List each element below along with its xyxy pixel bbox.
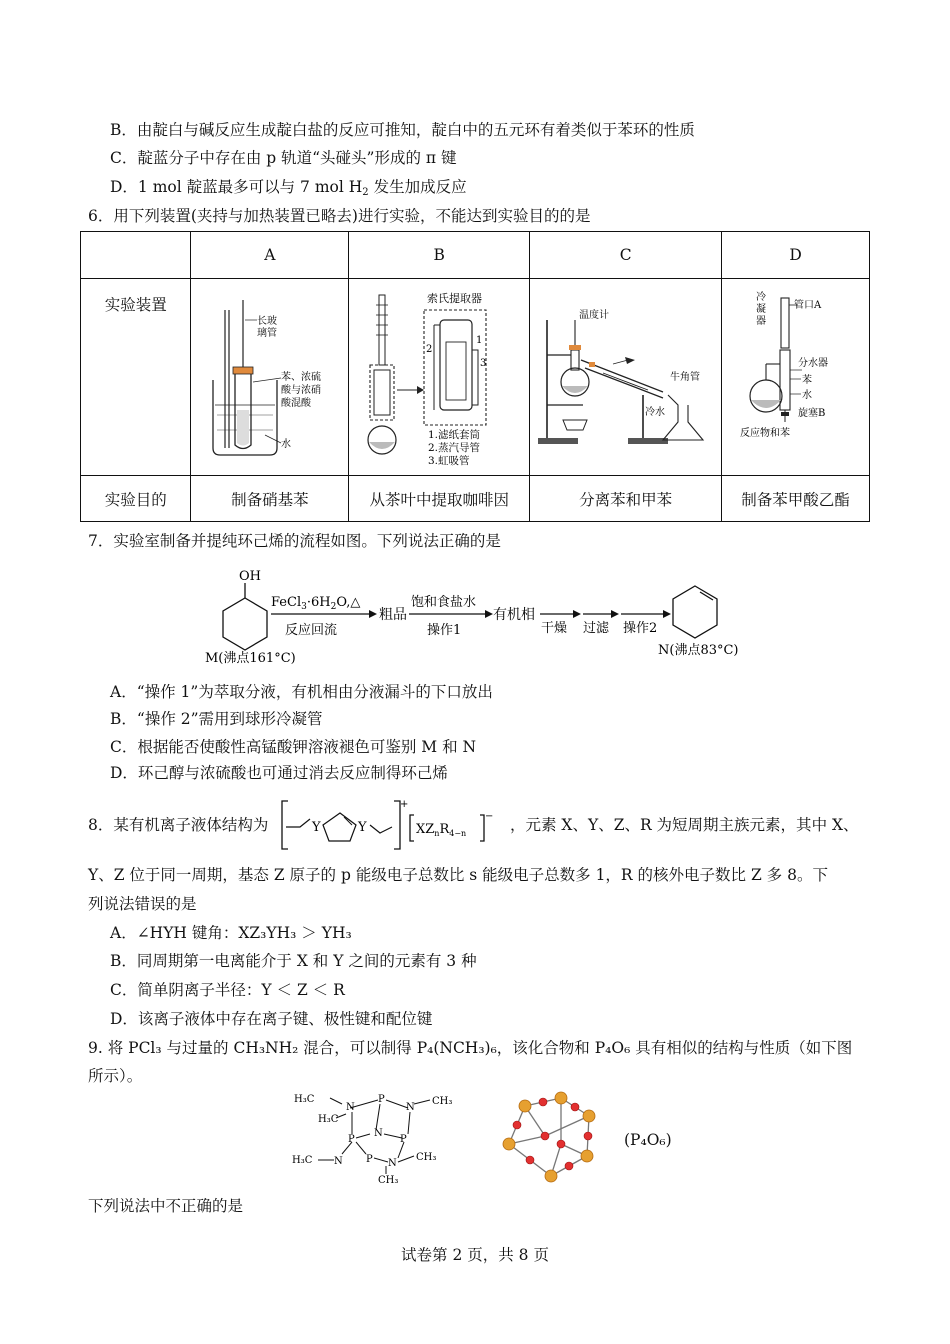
p-atom-1: P bbox=[378, 1094, 385, 1105]
q7-option-b: B．“操作 2”需用到球形冷凝管 bbox=[110, 710, 323, 728]
purpose-c: 分离苯和甲苯 bbox=[530, 476, 722, 522]
purpose-b: 从茶叶中提取咖啡因 bbox=[349, 476, 530, 522]
label-part-3: 3 bbox=[479, 358, 487, 369]
label-part-2: 2 bbox=[425, 344, 433, 355]
p-atom-2: P bbox=[348, 1134, 355, 1145]
q5-option-d: D．1 mol 靛蓝最多可以与 7 mol $H_2$ 发生加成反应 bbox=[110, 178, 467, 198]
label-siphon-tube: 3.虹吸管 bbox=[427, 455, 470, 467]
p-atom-3: P bbox=[400, 1134, 407, 1145]
header-c: C bbox=[530, 232, 722, 279]
label-cold-water: 冷水 bbox=[645, 407, 666, 418]
label-part-1: 1 bbox=[475, 335, 483, 346]
methyl-1: H₃C bbox=[294, 1094, 315, 1105]
q7-flowchart bbox=[195, 560, 755, 672]
label-vapor-tube: 2.蒸汽导管 bbox=[427, 442, 480, 454]
q9-stem-tail: 下列说法中不正确的是 bbox=[88, 1197, 244, 1215]
label-condenser-1: 冷 bbox=[755, 292, 766, 303]
ionic-liquid-structure bbox=[278, 797, 508, 853]
label-separator: 分水器 bbox=[797, 358, 828, 369]
q8-option-d: D．该离子液体中存在离子键、极性键和配位键 bbox=[110, 1010, 433, 1028]
label-adapter: 牛角管 bbox=[670, 372, 701, 383]
brine-text: 饱和食盐水 bbox=[411, 595, 477, 610]
row-label-apparatus: 实验装置 bbox=[81, 279, 191, 476]
label-condenser-3: 器 bbox=[755, 316, 766, 327]
n-atom-1: N bbox=[346, 1102, 355, 1113]
q7-option-d: D．环己醇与浓硫酸也可通过消去反应制得环己烯 bbox=[110, 764, 448, 782]
drying-text: 干燥 bbox=[541, 621, 568, 636]
label-thermometer: 温度计 bbox=[579, 310, 610, 321]
figure-c bbox=[530, 279, 722, 476]
figure-b bbox=[349, 279, 530, 476]
methyl-2: H₃C bbox=[318, 1114, 339, 1125]
ring-y-1: Y bbox=[312, 820, 321, 835]
q9-stem-line2: 所示）。 bbox=[88, 1067, 143, 1085]
q9-stem-line1: 9. 将 PCl₃ 与过量的 CH₃NH₂ 混合，可以制得 P₄(NCH₃)₆，该化合物和 P₄O₆ 具有相似的结构与性质（如下图 bbox=[88, 1039, 853, 1057]
q7-option-a: A．“操作 1”为萃取分液，有机相由分液漏斗的下口放出 bbox=[110, 683, 493, 701]
purpose-a: 制备硝基苯 bbox=[191, 476, 349, 522]
filtering-text: 过滤 bbox=[583, 621, 610, 636]
p-atom-4: P bbox=[366, 1154, 373, 1165]
q8-option-b: B．同周期第一电离能介于 X 和 Y 之间的元素有 3 种 bbox=[110, 952, 477, 970]
label-soxhlet: 索氏提取器 bbox=[426, 292, 482, 305]
ring-y-2: Y bbox=[358, 820, 367, 835]
q8-option-c: C．简单阴离子半径：Y ＜ Z ＜ R bbox=[110, 981, 345, 999]
compound-n-label: N(沸点83°C) bbox=[658, 643, 739, 658]
n-atom-4: N bbox=[334, 1156, 343, 1167]
distillation-apparatus-figure bbox=[533, 280, 718, 470]
label-condenser-2: 凝 bbox=[755, 304, 766, 315]
label-water-d: 水 bbox=[801, 390, 812, 401]
operation-1-text: 操作1 bbox=[427, 623, 462, 638]
methyl-3: H₃C bbox=[292, 1155, 313, 1166]
label-acid-mix-3: 酸混酸 bbox=[280, 398, 311, 409]
label-long-tube: 长玻 bbox=[256, 316, 277, 327]
label-water-a: 水 bbox=[280, 439, 291, 450]
n-atom-2: N bbox=[406, 1102, 415, 1113]
q5-option-b: B．由靛白与碱反应生成靛白盐的反应可推知，靛白中的五元环有着类似于苯环的性质 bbox=[110, 121, 695, 139]
oh-group: OH bbox=[239, 569, 261, 584]
methyl-6: CH₃ bbox=[378, 1175, 399, 1185]
header-b: B bbox=[349, 232, 530, 279]
q7-stem: 7．实验室制备并提纯环己烯的流程如图。下列说法正确的是 bbox=[88, 532, 501, 550]
row-label-purpose: 实验目的 bbox=[81, 476, 191, 522]
header-a: A bbox=[191, 232, 349, 279]
reagent-text: $FeCl_3\cdot 6H_2O,\triangle$ bbox=[271, 595, 361, 612]
anion-formula: $XZ_nR_{4-n}$ bbox=[416, 822, 467, 838]
ester-apparatus-figure bbox=[726, 280, 866, 470]
label-valve-b: 旋塞B bbox=[797, 408, 825, 419]
n-atom-5: N bbox=[388, 1158, 397, 1169]
reflux-text: 反应回流 bbox=[285, 623, 338, 638]
q7-option-c: C．根据能否使酸性高锰酸钾溶液褪色可鉴别 M 和 N bbox=[110, 738, 477, 756]
q8-stem-line3: 列说法错误的是 bbox=[88, 895, 197, 913]
q8-stem-suffix: ，元素 X、Y、Z、R 为短周期主族元素，其中 X、 bbox=[510, 816, 859, 834]
crude-product: 粗品 bbox=[379, 607, 407, 623]
label-acid-mix-2: 酸与浓硝 bbox=[280, 385, 321, 396]
page-footer: 试卷第 2 页，共 8 页 bbox=[401, 1246, 549, 1264]
label-filter-sleeve: 1.滤纸套筒 bbox=[427, 429, 480, 441]
q6-stem: 6．用下列装置(夹持与加热装置已略去)进行实验，不能达到实验目的的是 bbox=[88, 207, 591, 225]
p4o6-model bbox=[495, 1088, 605, 1188]
q8-stem-line2: Y、Z 位于同一周期，基态 Z 原子的 p 能级电子总数比 s 能级电子总数多 1，R 的核外电子数比 Z 多 8。下 bbox=[88, 866, 828, 884]
q8-option-a: A．∠HYH 键角：XZ₃YH₃ ＞ YH₃ bbox=[110, 924, 352, 942]
q5-option-c: C．靛蓝分子中存在由 p 轨道“头碰头”形成的 π 键 bbox=[110, 149, 457, 167]
label-reactants: 反应物和苯 bbox=[739, 428, 790, 439]
header-d: D bbox=[722, 232, 870, 279]
figure-d bbox=[722, 279, 870, 476]
operation-2-text: 操作2 bbox=[623, 621, 658, 636]
q6-apparatus-table bbox=[80, 231, 870, 522]
compound-m-label: M(沸点161°C) bbox=[205, 651, 296, 666]
q8-stem-prefix: 8．某有机离子液体结构为 bbox=[88, 816, 269, 834]
p4-nch3-6-structure bbox=[290, 1090, 470, 1185]
figure-a bbox=[191, 279, 349, 476]
p4o6-label: (P₄O₆) bbox=[624, 1131, 672, 1149]
label-port-a: 管口A bbox=[793, 300, 821, 311]
label-acid-mix-1: 苯、浓硫 bbox=[280, 372, 321, 383]
purpose-d: 制备苯甲酸乙酯 bbox=[722, 476, 870, 522]
methyl-4: CH₃ bbox=[432, 1096, 453, 1107]
anion-charge: − bbox=[485, 811, 494, 822]
methyl-5: CH₃ bbox=[416, 1152, 437, 1163]
organic-phase: 有机相 bbox=[493, 607, 535, 623]
label-long-tube-2: 璃管 bbox=[256, 328, 277, 339]
n-atom-3: N bbox=[374, 1128, 383, 1139]
soxhlet-extractor-figure bbox=[352, 280, 527, 470]
label-benzene-d: 苯 bbox=[801, 375, 812, 386]
nitrobenzene-apparatus-figure bbox=[195, 280, 345, 470]
cation-charge: + bbox=[400, 799, 409, 810]
